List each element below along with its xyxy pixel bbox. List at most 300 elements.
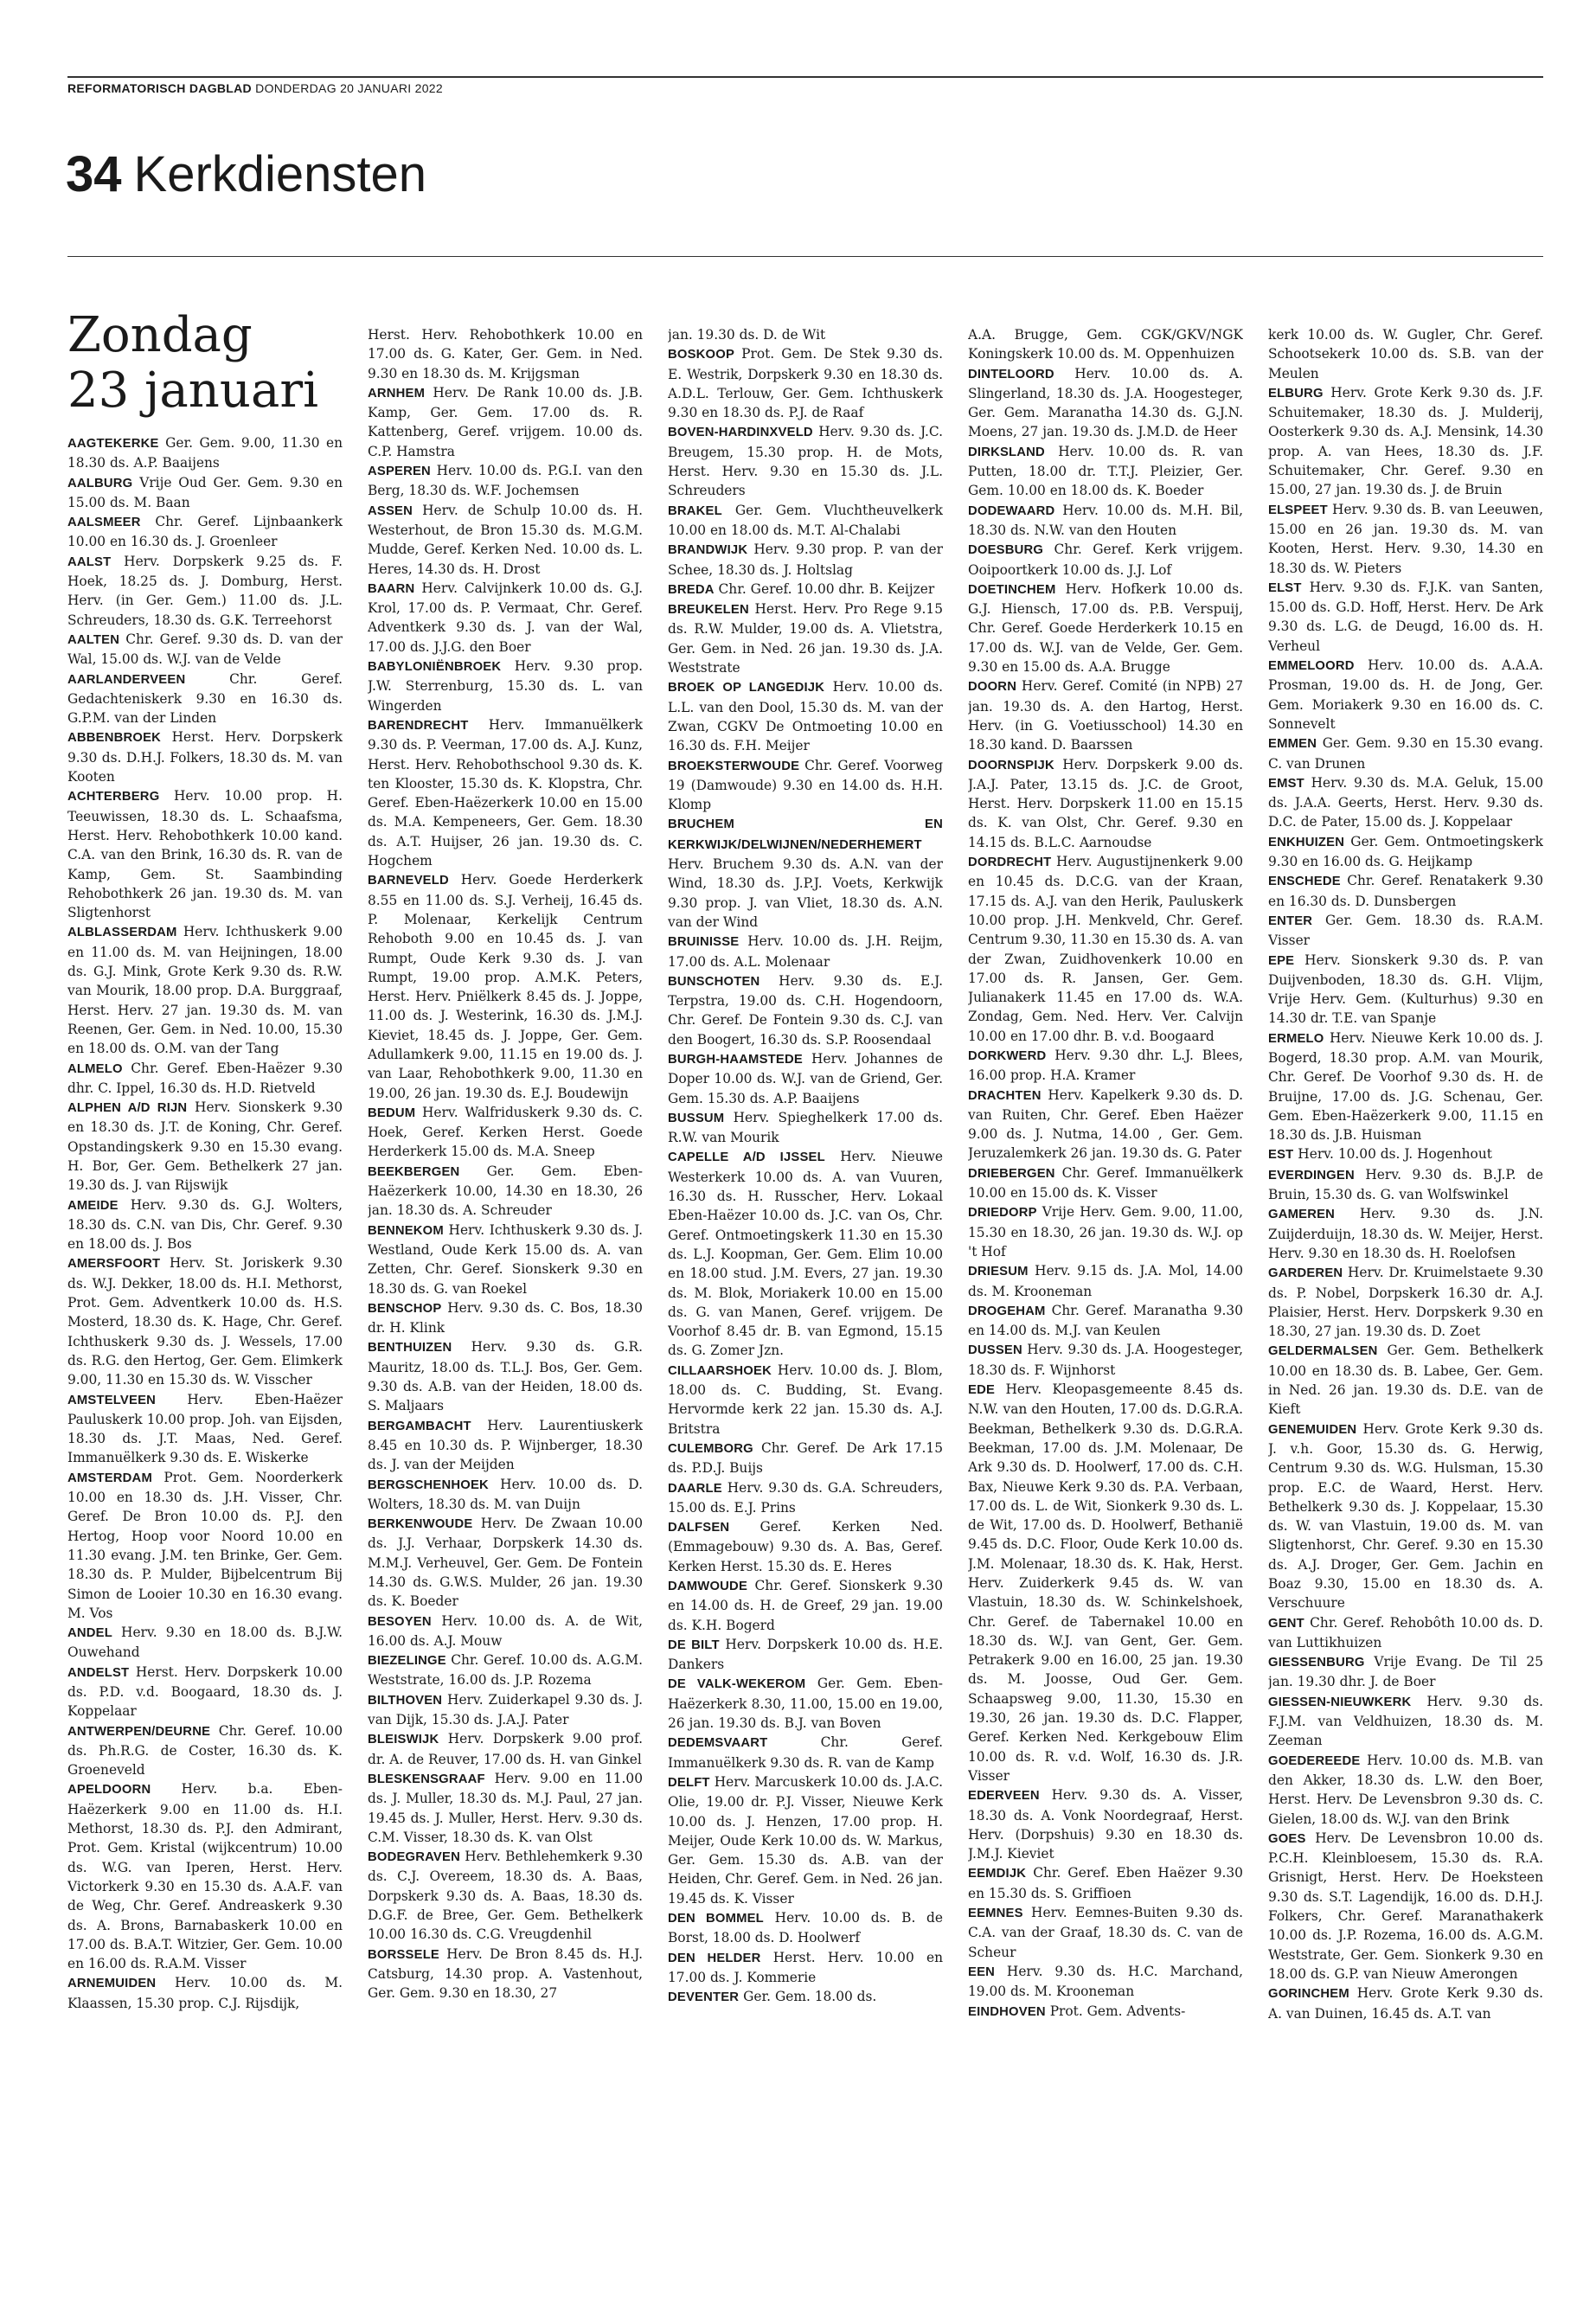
- service-details: Herv. 10.00 ds. D. Wolters, 18.30 ds. M. van Duijn: [368, 1476, 643, 1512]
- place-name: CULEMBORG: [668, 1441, 753, 1456]
- place-name: DALFSEN: [668, 1521, 730, 1535]
- service-details: A.A. Brugge, Gem. CGK/GKV/NGK Koningskerk 10.00 ds. M. Oppenhuizen: [968, 327, 1243, 362]
- place-name: BUSSUM: [668, 1111, 725, 1125]
- church-service-entry: [668, 1908, 943, 1948]
- service-details: Herv. Kleopasgemeente 8.45 ds. N.W. van den Houten, 17.00 ds. D.G.R.A. Beekman, Bethelkerk 9.30 ds. D.G.R.A. Beekman, 17.00 ds. J.M. Molenaar, De Ark 9.30 ds. D. Hoolwerf, 17.00 ds. C.H. Bax, Nieuwe Kerk 9.30 ds. P.A. Verbaan, 17.00 ds. L. de Wit, Sionkerk 9.30 ds. L. de Wit, 17.00 ds. D. Hoolwerf, Bethanië 9.45 ds. D.C. Floor, Oude Kerk 10.00 ds. J.M. Molenaar, 18.30 ds. K. Hak, Herst. Herv. Zuiderkerk 9.45 ds. W. van Vlastuin, 18.30 ds. W. Schinkelshoek, Chr. Geref. de Tabernakel 10.00 en 18.30 ds. W.J. van Gent, Ger. Gem. Petrakerk 9.00 en 16.00, 25 jan. 19.30 ds. M. Joosse, Oud Ger. Gem. Schaapsweg 9.00, 11.30, 15.30 en 19.30, 26 jan. 19.30 ds. D.C. Flapper, Geref. Kerken Ned. Kerkgebouw Elim 10.00 ds. R. v.d. Wolf, 16.30 ds. J.R. Visser: [968, 1381, 1243, 1784]
- church-service-entry: [67, 473, 343, 513]
- place-name: BERGAMBACHT: [368, 1419, 471, 1433]
- place-name: ANTWERPEN/DEURNE: [67, 1724, 211, 1739]
- church-service-entry: [67, 1468, 343, 1623]
- place-name: BURGH-HAAMSTEDE: [668, 1052, 803, 1067]
- church-service-entry: [1268, 578, 1543, 656]
- place-name: BEDUM: [368, 1106, 416, 1120]
- service-details: Herv. 9.30 ds. E.J. Terpstra, 19.00 ds. C.H. Hogendoorn, Chr. Geref. De Fontein 9.30 ds. C.J. van den Boogert, 16.30 ds. S.P. Roosendaal: [668, 972, 943, 1048]
- church-service-entry: [968, 1785, 1243, 1863]
- place-name: AMSTELVEEN: [67, 1393, 157, 1407]
- place-name: ACHTERBERG: [67, 790, 160, 804]
- service-details: Herv. 9.30 ds. C. Bos, 18.30 dr. H. Klink: [368, 1299, 643, 1336]
- church-service-entry: [368, 383, 643, 461]
- service-details: Ger. Gem. Ontmoetingskerk 9.30 en 16.00 ds. G. Heijkamp: [1268, 833, 1543, 870]
- church-service-entry: [368, 1221, 643, 1298]
- place-name: DEN HELDER: [668, 1951, 761, 1965]
- service-details: Herst. Herv. 10.00 en 17.00 ds. J. Kommerie: [668, 1949, 943, 1985]
- service-details: Herv. 9.30 ds. B. van Leeuwen, 15.00 en 26 jan. 19.30 ds. M. van Kooten, Herst. Herv. 9.30, 14.30 en 18.30 ds. W. Pieters: [1268, 501, 1543, 576]
- church-service-entry: [368, 870, 643, 1103]
- service-details: Chr. Geref. Voorweg 19 (Damwoude) 9.30 en 14.00 ds. H.H. Klomp: [668, 757, 943, 813]
- church-service-entry: [668, 1147, 943, 1360]
- church-service-entry: [968, 1301, 1243, 1341]
- church-service-entry: [668, 1478, 943, 1518]
- church-service-entry: [67, 1059, 343, 1099]
- place-name: DOORN: [968, 680, 1017, 695]
- service-details: Herv. 10.00 ds. J. Blom, 18.00 ds. C. Budding, St. Evang. Hervormde kerk 22 jan. 15.30 ds. A.J. Britstra: [668, 1362, 943, 1437]
- church-service-entry: [668, 1772, 943, 1908]
- column-2: [368, 325, 643, 2277]
- service-details: Chr. Geref. Gedachteniskerk 9.30 en 16.30 ds. G.P.M. van der Linden: [67, 670, 343, 727]
- church-service-entry: [668, 1576, 943, 1635]
- service-details: Chr. Geref. Eben Haëzer 9.30 en 15.30 ds. S. Griffioen: [968, 1865, 1243, 1901]
- place-name: DROGEHAM: [968, 1304, 1046, 1318]
- service-details: Herv. Sionskerk 9.30 en 18.30 ds. J.T. de Koning, Chr. Geref. Opstandingskerk 9.30 en 15.30 evang. H. Bor, Ger. Gem. Bethelkerk 27 jan. 19.30 ds. J. van Rijswijk: [67, 1099, 343, 1194]
- place-name: EST: [1268, 1148, 1294, 1163]
- service-details: Herv. Eben-Haëzer Pauluskerk 10.00 prop. Joh. van Eijsden, 18.30 ds. J.T. Maas, Ned. Geref. Immanuëlkerk 9.30 ds. E. Wiskerke: [67, 1391, 343, 1466]
- place-name: BABYLONIËNBROEK: [368, 660, 502, 675]
- service-details: Herv. Sionskerk 9.30 ds. P. van Duijvenboden, 18.30 ds. G.H. Vlijm, Vrije Herv. Gem. (Kulturhus) 9.30 en 14.30 dr. T.E. van Spanje: [1268, 952, 1543, 1027]
- church-service-entry: [1268, 325, 1543, 383]
- service-details: Herv. Ichthuskerk 9.00 en 11.00 ds. M. van Heijningen, 18.00 ds. G.J. Mink, Grote Kerk 9.30 ds. R.W. van Mourik, 18.00 prop. D.A. Burggraaf, Herst. Herv. 27 jan. 19.30 ds. M. van Reenen, Ger. Gem. in Ned. 10.00, 15.30 en 18.00 ds. O.M. van der Tang: [67, 924, 343, 1057]
- church-service-entry: [1268, 1204, 1543, 1263]
- service-details: Herv. Johannes de Doper 10.00 ds. W.J. van de Griend, Ger. Gem. 15.30 ds. A.P. Baaijens: [668, 1050, 943, 1106]
- church-service-entry: [67, 1195, 343, 1254]
- service-details: Ger. Gem. 18.30 ds. R.A.M. Visser: [1268, 912, 1543, 949]
- service-details: Herv. 9.30 prop. P. van der Schee, 18.30 ds. J. Holtslag: [668, 542, 943, 578]
- place-name: ELSPEET: [1268, 503, 1328, 517]
- place-name: BEEKBERGEN: [368, 1164, 460, 1179]
- service-details: Herv. Kapelkerk 9.30 ds. D. van Ruiten, Chr. Geref. Eben Haëzer 9.00 ds. J. Nutma, 14.00 , Ger. Gem. Jeruzalemkerk 26 jan. 19.30 ds. G. Pater: [968, 1086, 1243, 1162]
- service-details: Herv. Grote Kerk 9.30 ds. J.F. Schuitemaker, 18.30 ds. J. Mulderij, Oosterkerk 9.30 ds. A.J. Mensink, 14.30 prop. A. van Hees, 18.30 ds. J.F. Schuitemaker, Chr. Geref. 9.30 en 15.00, 27 jan. 19.30 ds. J. de Bruin: [1268, 384, 1543, 498]
- service-details: Herv. 10.00 ds. J. Hogenhout: [1298, 1146, 1492, 1163]
- service-details: Herst. Herv. Rehobothkerk 10.00 en 17.00 ds. G. Kater, Ger. Gem. in Ned. 9.30 en 18.30 ds. M. Krijgsman: [368, 327, 643, 381]
- church-service-entry: [1268, 1029, 1543, 1145]
- service-details: Herv. Immanuëlkerk 9.30 ds. P. Veerman, 17.00 ds. A.J. Kunz, Herst. Herv. Rehobothschool 9.30 ds. K. ten Klooster, 15.30 ds. K. Klopstra, Chr. Geref. Eben-Haëzerkerk 10.00 en 15.00 ds. M.A. Kempeneers, Ger. Gem. 18.30 ds. A.T. Huijser, 26 jan. 19.30 ds. C. Hogchem: [368, 716, 643, 869]
- place-name: AALTEN: [67, 632, 120, 647]
- service-details: Herv. 9.30 ds. B.J.P. de Bruin, 15.30 ds. G. van Wolfswinkel: [1268, 1166, 1543, 1203]
- service-details: Herv. Hofkerk 10.00 ds. G.J. Hiensch, 17.00 ds. P.B. Verspuij, Chr. Geref. Goede Herderkerk 10.15 en 17.00 ds. W.J. van de Velde, Ger. Gem. 9.30 en 15.00 ds. A.A. Brugge: [968, 580, 1243, 676]
- church-service-entry: [368, 1416, 643, 1475]
- church-service-entry: [368, 325, 643, 383]
- service-details: Herv. 10.00 ds. L.L. van den Dool, 15.30 ds. M. van der Zwan, CGKV De Ontmoeting 10.00 en 16.30 ds. F.H. Meijer: [668, 679, 943, 754]
- service-details: Herv. 9.30 ds. M.A. Geluk, 15.00 ds. J.A.A. Geerts, Herst. Herv. 9.30 ds. D.C. de Pater, 15.00 ds. J. Koppelaar: [1268, 774, 1543, 830]
- place-name: AAGTEKERKE: [67, 437, 159, 451]
- service-details: Herv. Marcuskerk 10.00 ds. J.A.C. Olie, 19.00 dr. P.J. Visser, Nieuwe Kerk 10.00 ds. J. Henzen, 17.00 prop. H. Meijer, Oude Kerk 10.00 ds. W. Markus, Ger. Gem. 15.30 ds. A.B. van der Heiden, Chr. Geref. Gem. in Ned. 26 jan. 19.45 ds. K. Visser: [668, 1773, 943, 1907]
- place-name: BERKENWOUDE: [368, 1517, 473, 1532]
- service-details: Herst. Herv. Dorpskerk 9.30 ds. D.H.J. Folkers, 18.30 ds. M. van Kooten: [67, 729, 343, 785]
- service-details: Herv. Walfriduskerk 9.30 ds. C. Hoek, Geref. Kerken Herst. Goede Herderkerk 15.00 ds. M.A. Sneep: [368, 1104, 643, 1160]
- place-name: DRIEBERGEN: [968, 1166, 1055, 1181]
- church-service-entry: [1268, 1984, 1543, 2023]
- service-details: Herv. De Zwaan 10.00 ds. J.J. Verhaar, Dorpskerk 14.30 ds. M.M.J. Verheuvel, Ger. Gem. De Fontein 14.30 ds. G.W.S. Mulder, 26 jan. 19.30 ds. K. Boeder: [368, 1516, 643, 1610]
- place-name: BREUKELEN: [668, 603, 749, 618]
- place-name: EMMEN: [1268, 737, 1317, 752]
- service-details: Herv. De Levensbron 10.00 ds. P.C.H. Kleinbloesem, 15.30 ds. R.A. Grisnigt, Herst. Herv. De Hoeksteen 9.30 ds. S.T. Lagendijk, 16.00 ds. D.H.J. Folkers, Chr. Geref. Maranathakerk 10.00 ds. J.P. Rozema, 16.00 ds. A.G.M. Weststrate, Ger. Gem. Sionkerk 9.30 en 18.00 ds. G.P. van Nieuw Amerongen: [1268, 1830, 1543, 1982]
- service-details: Geref. Kerken Ned. (Emmagebouw) 9.30 ds. A. Bas, Geref. Kerken Herst. 15.30 ds. E. Heres: [668, 1519, 943, 1574]
- place-name: DORKWERD: [968, 1048, 1047, 1063]
- service-details: Herv. de Schulp 10.00 ds. H. Westerhout, de Bron 15.30 ds. M.G.M. Mudde, Geref. Kerken Ned. 10.00 ds. L. Heres, 14.30 ds. H. Drost: [368, 502, 643, 577]
- church-service-entry: [368, 657, 643, 715]
- place-name: BRAKEL: [668, 503, 722, 518]
- place-name: GENEMUIDEN: [1268, 1422, 1357, 1437]
- church-service-entry: [968, 1163, 1243, 1203]
- section-name: Kerkdiensten: [133, 146, 427, 202]
- service-details: Ger. Gem. Eben-Haëzerkerk 10.00, 14.30 en 18.30, 26 jan. 18.30 ds. A. Schreuder: [368, 1163, 643, 1219]
- church-service-entry: [67, 1098, 343, 1195]
- place-name: DORDRECHT: [968, 856, 1052, 870]
- place-name: GOEDEREEDE: [1268, 1753, 1361, 1768]
- service-details: Chr. Geref. Renatakerk 9.30 en 16.30 ds. D. Dunsbergen: [1268, 873, 1543, 909]
- page-title: [66, 145, 426, 203]
- church-service-entry: [1268, 500, 1543, 578]
- service-details: Ger. Gem. 9.00, 11.30 en 18.30 ds. A.P. Baaijens: [67, 435, 343, 471]
- place-name: DOESBURG: [968, 543, 1044, 558]
- service-details: Herv. 9.00 en 11.00 ds. J. Muller, 18.30 ds. M.J. Paul, 27 jan. 19.45 ds. J. Muller, Herst. Herv. 9.30 ds. C.M. Visser, 18.30 ds. K. van Olst: [368, 1770, 643, 1845]
- place-name: ARNHEM: [368, 386, 426, 401]
- church-service-entry: [368, 1514, 643, 1611]
- service-details: Herv. 9.30 ds. H.C. Marchand, 19.00 ds. M. Krooneman: [968, 1963, 1243, 2000]
- place-name: EVERDINGEN: [1268, 1168, 1355, 1183]
- church-service-entry: [668, 1987, 943, 2007]
- church-service-entry: [968, 676, 1243, 754]
- church-service-entry: [67, 1623, 343, 1663]
- service-details: Chr. Geref. Eben-Haëzer 9.30 dhr. C. Ippel, 16.30 ds. H.D. Rietveld: [67, 1060, 343, 1096]
- church-service-entry: [368, 579, 643, 657]
- church-service-entry: [968, 1086, 1243, 1163]
- church-service-entry: [368, 1103, 643, 1162]
- service-details: Herv. Ichthuskerk 9.30 ds. J. Westland, Oude Kerk 15.00 ds. A. van Zetten, Chr. Geref. Sionskerk 9.30 en 18.30 ds. G. van Roekel: [368, 1221, 643, 1297]
- service-details: Herv. 10.00 ds. M.B. van den Akker, 18.30 ds. L.W. den Boer, Herst. Herv. De Levensbron 9.30 ds. C. Gielen, 18.00 ds. W.J. van den Brink: [1268, 1752, 1543, 1827]
- service-details: Chr. Geref. De Ark 17.15 ds. P.D.J. Buijs: [668, 1439, 943, 1477]
- church-service-entry: [67, 1779, 343, 1973]
- church-service-entry: [67, 630, 343, 670]
- church-service-entry: [368, 1945, 643, 2003]
- service-details: Herv. 9.30 ds. J.A. Hoogesteger, 18.30 ds. F. Wijnhorst: [968, 1342, 1243, 1378]
- place-name: BENSCHOP: [368, 1301, 442, 1316]
- church-service-entry: [1268, 1751, 1543, 1829]
- church-service-entry: [368, 1690, 643, 1730]
- church-service-entry: [67, 786, 343, 922]
- church-service-entry: [368, 1475, 643, 1515]
- church-service-entry: [968, 1863, 1243, 1903]
- church-service-entry: [1268, 734, 1543, 773]
- service-details: Herv. 9.30 ds. F.J.M. van Veldhuizen, 18.30 ds. M. Zeeman: [1268, 1693, 1543, 1749]
- church-service-entry: [668, 325, 943, 344]
- place-name: GIESSEN-NIEUWKERK: [1268, 1695, 1412, 1709]
- church-service-entry: [968, 442, 1243, 501]
- service-details: Herv. Spieghelkerk 17.00 ds. R.W. van Mourik: [668, 1109, 943, 1146]
- place-name: ALMELO: [67, 1061, 123, 1076]
- service-details: Chr. Geref. Rehobôth 10.00 ds. D. van Luttikhuizen: [1268, 1614, 1543, 1650]
- service-listing: [67, 325, 1543, 2277]
- service-details: Herv. 9.30 en 18.00 ds. B.J.W. Ouwehand: [67, 1625, 343, 1661]
- place-name: AALST: [67, 554, 112, 569]
- church-service-entry: [668, 580, 943, 599]
- place-name: BARNEVELD: [368, 874, 449, 888]
- church-service-entry: [668, 756, 943, 815]
- place-name: ASSEN: [368, 503, 413, 518]
- service-details: Herv. 9.30 ds. G.A. Schreuders, 15.00 ds. E.J. Prins: [668, 1479, 943, 1516]
- service-details: Herv. Laurentiuskerk 8.45 en 10.30 ds. P. Wijnberger, 18.30 ds. J. van der Meijden: [368, 1417, 643, 1473]
- place-name: EPE: [1268, 953, 1295, 968]
- column-3: [668, 325, 943, 2277]
- service-details: Herv. b.a. Eben-Haëzerkerk 9.00 en 11.00 ds. H.I. Methorst, 18.30 ds. P.J. den Admirant, Prot. Gem. Kristal (wijkcentrum) 10.00 ds. W.G. van Iperen, Herst. Herv. Victorkerk 9.30 en 15.30 ds. A.A.F. van de Weg, Chr. Geref. Andreaskerk 9.30 ds. A. Brons, Barnabaskerk 10.00 en 17.00 ds. B.A.T. Witzier, Ger. Gem. 10.00 en 16.00 ds. R.A.M. Visser: [67, 1781, 343, 1972]
- place-name: ANDELST: [67, 1665, 130, 1680]
- church-service-entry: [968, 1903, 1243, 1962]
- service-details: Chr. Geref. Immanuëlkerk 10.00 en 15.00 ds. K. Visser: [968, 1164, 1243, 1202]
- place-name: AMSTERDAM: [67, 1471, 152, 1485]
- service-details: Herv. 10.00 ds. M. Klaassen, 15.30 prop. C.J. Rijsdijk,: [67, 1975, 343, 2011]
- place-name: DAARLE: [668, 1481, 722, 1496]
- place-name: BLEISWIJK: [368, 1733, 439, 1747]
- place-name: BILTHOVEN: [368, 1693, 443, 1708]
- place-name: DE BILT: [668, 1638, 720, 1652]
- church-service-entry: [668, 1674, 943, 1733]
- service-details: Herv. 10.00 ds. R. van Putten, 18.00 dr. T.T.J. Pleizier, Ger. Gem. 10.00 en 18.00 ds. K. Boeder: [968, 443, 1243, 499]
- church-service-entry: [968, 755, 1243, 852]
- church-service-entry: [368, 461, 643, 501]
- church-service-entry: [67, 1253, 343, 1389]
- church-service-entry: [67, 1973, 343, 2013]
- church-service-entry: [668, 971, 943, 1049]
- place-name: DE VALK-WEKEROM: [668, 1677, 806, 1692]
- church-service-entry: [1268, 1652, 1543, 1692]
- church-service-entry: [1268, 1420, 1543, 1613]
- church-service-entry: [968, 1046, 1243, 1086]
- church-service-entry: [368, 1769, 643, 1847]
- place-name: BENNEKOM: [368, 1223, 444, 1238]
- place-name: DAMWOUDE: [668, 1580, 748, 1593]
- place-name: DOORNSPIJK: [968, 758, 1054, 772]
- service-details: Chr. Geref. 10.00 dhr. B. Keijzer: [718, 580, 935, 597]
- church-service-entry: [668, 677, 943, 755]
- church-service-entry: [368, 1612, 643, 1651]
- service-details: Herv. De Rank 10.00 ds. J.B. Kamp, Ger. Gem. 17.00 ds. R. Kattenberg, Geref. vrijgem. 10.00 ds. C.P. Hamstra: [368, 384, 643, 459]
- masthead: [67, 81, 443, 95]
- church-service-entry: [968, 325, 1243, 364]
- service-details: Vrije Herv. Gem. 9.00, 11.00, 15.30 en 18.30, 26 jan. 19.30 ds. W.J. op 't Hof: [968, 1204, 1243, 1259]
- place-name: ELBURG: [1268, 386, 1324, 401]
- column-1: [67, 433, 343, 2277]
- church-service-entry: [1268, 951, 1543, 1029]
- place-name: ERMELO: [1268, 1031, 1324, 1046]
- church-service-entry: [368, 1337, 643, 1415]
- church-service-entry: [67, 552, 343, 630]
- church-service-entry: [368, 715, 643, 870]
- place-name: BENTHUIZEN: [368, 1341, 452, 1356]
- church-service-entry: [1268, 1341, 1543, 1419]
- service-details: Ger. Gem. Eben-Haëzerkerk 8.30, 11.00, 15.00 en 19.00, 26 jan. 19.30 ds. B.J. van Boven: [668, 1676, 943, 1732]
- service-details: Chr. Geref. Immanuëlkerk 9.30 ds. R. van de Kamp: [668, 1734, 943, 1771]
- place-name: EEMDIJK: [968, 1867, 1027, 1881]
- section-rule: [67, 256, 1543, 257]
- church-service-entry: [67, 1390, 343, 1468]
- service-details: Herv. 10.00 ds. A. de Wit, 16.00 ds. A.J. Mouw: [368, 1612, 643, 1649]
- place-name: EMMELOORD: [1268, 659, 1355, 674]
- service-details: Herv. Dorpskerk 9.00 ds. J.A.J. Pater, 13.15 ds. J.C. de Groot, Herst. Herv. Dorpskerk 11.00 en 15.15 ds. K. van Olst, Chr. Geref. 9.30 en 14.15 ds. B.L.C. Aarnoudse: [968, 756, 1243, 850]
- church-service-entry: [67, 1721, 343, 1780]
- place-name: BOSKOOP: [668, 348, 735, 362]
- church-service-entry: [968, 1202, 1243, 1261]
- place-name: BROEKSTERWOUDE: [668, 759, 800, 773]
- service-details: Prot. Gem. Noorderkerk 10.00 en 18.30 ds. J.H. Visser, Chr. Geref. De Bron 10.00 ds. P.J. den Hertog, Hoop voor Noord 10.00 en 11.30 evang. J.M. ten Brinke, Ger. Gem. 18.30 ds. P. Mulder, Bijbelcentrum Bij Simon de Looier 10.30 en 16.30 evang. M. Vos: [67, 1469, 343, 1621]
- church-service-entry: [668, 1948, 943, 1988]
- place-name: DEN BOMMEL: [668, 1912, 764, 1926]
- church-service-entry: [968, 1962, 1243, 2002]
- church-service-entry: [67, 670, 343, 728]
- church-service-entry: [668, 932, 943, 971]
- church-service-entry: [1268, 1692, 1543, 1751]
- service-details: Herv. 10.00 ds. A. Slingerland, 18.30 ds. J.A. Hoogesteger, Ger. Gem. Maranatha 14.30 ds. G.J.N. Moens, 27 jan. 19.30 ds. J.M.D. de Heer: [968, 365, 1243, 440]
- place-name: BODEGRAVEN: [368, 1850, 460, 1865]
- service-details: Chr. Geref. 10.00 ds. A.G.M. Weststrate, 16.00 ds. J.P. Rozema: [368, 1652, 643, 1689]
- place-name: DEVENTER: [668, 1990, 740, 2005]
- church-service-entry: [1268, 1829, 1543, 1984]
- church-service-entry: [668, 501, 943, 541]
- service-details: Herv. 9.30 prop. J.W. Sterrenburg, 15.30 ds. L. van Wingerden: [368, 658, 643, 714]
- church-service-entry: [968, 1340, 1243, 1380]
- service-details: Herv. Dorpskerk 10.00 ds. H.E. Dankers: [668, 1636, 943, 1673]
- church-service-entry: [668, 540, 943, 580]
- service-details: Herv. Bruchem 9.30 ds. A.N. van der Wind, 18.30 ds. J.P.J. Voets, Kerkwijk 9.30 prop. J. van Vliet, 18.30 ds. A.N. van der Wind: [668, 856, 943, 930]
- church-service-entry: [1268, 1165, 1543, 1205]
- place-name: AALSMEER: [67, 516, 141, 530]
- service-details: Herst. Herv. Dorpskerk 10.00 ds. P.D. v.d. Boogaard, 18.30 ds. J. Koppelaar: [67, 1663, 343, 1720]
- place-name: EEMNES: [968, 1907, 1023, 1921]
- service-details: Herv. Nieuwe Westerkerk 10.00 ds. A. van Vuuren, 16.30 ds. H. Russcher, Herv. Lokaal Eben-Haëzer 10.00 ds. J.C. van Os, Chr. Geref. Ontmoetingskerk 11.30 en 15.30 ds. L.J. Koopman, Ger. Gem. Elim 10.00 en 18.00 stud. J.M. Evers, 27 jan. 19.30 ds. M. Blok, Moriakerk 10.00 en 15.00 ds. G. van Manen, Geref. vrijgem. De Voorhof 8.45 dr. B. van Egmond, 15.15 ds. G. Zomer Jzn.: [668, 1149, 943, 1359]
- church-service-entry: [67, 433, 343, 473]
- church-service-entry: [968, 580, 1243, 676]
- place-name: CAPELLE A/D IJSSEL: [668, 1150, 825, 1165]
- place-name: BROEK OP LANGEDIJK: [668, 681, 825, 695]
- church-service-entry: [968, 1261, 1243, 1301]
- service-details: Herv. 10.00 ds. J.H. Reijm, 17.00 ds. A.L. Molenaar: [668, 933, 943, 970]
- page-number: 34: [66, 146, 122, 202]
- church-service-entry: [1268, 1144, 1543, 1164]
- place-name: APELDOORN: [67, 1783, 151, 1798]
- place-name: ASPEREN: [368, 465, 431, 479]
- place-name: DUSSEN: [968, 1343, 1022, 1358]
- service-details: Herst. Herv. Pro Rege 9.15 ds. R.W. Mulder, 19.00 ds. A. Vlietstra, Ger. Gem. in Ned. 26 jan. 19.30 ds. J.A. Weststrate: [668, 601, 943, 676]
- place-name: EINDHOVEN: [968, 2004, 1046, 2019]
- church-service-entry: [668, 1439, 943, 1478]
- church-service-entry: [368, 1162, 643, 1221]
- service-details: Herv. Dorpskerk 9.00 prof. dr. A. de Reuver, 17.00 ds. H. van Ginkel: [368, 1731, 643, 1767]
- service-details: kerk 10.00 ds. W. Gugler, Chr. Geref. Schootsekerk 10.00 ds. S.B. van der Meulen: [1268, 327, 1543, 381]
- service-details: Herv. 10.00 ds. M.H. Bil, 18.30 ds. N.W. van den Houten: [968, 502, 1243, 538]
- day-date: 23 januari: [67, 362, 319, 419]
- service-details: Chr. Geref. Lijnbaankerk 10.00 en 16.30 ds. J. Groenleer: [67, 514, 343, 550]
- church-service-entry: [1268, 656, 1543, 734]
- service-details: Vrije Evang. De Til 25 jan. 19.30 dhr. J. de Boer: [1268, 1654, 1543, 1690]
- place-name: BUNSCHOTEN: [668, 974, 760, 989]
- service-details: Herv. Goede Herderkerk 8.55 en 11.00 ds. S.J. Verheij, 16.45 ds. P. Molenaar, Kerkelijk Centrum Rehoboth 9.00 en 10.45 ds. J. van Rumpt, Oude Kerk 9.30 ds. J. van Rumpt, 19.00 prop. A.M.K. Peters, Herst. Herv. Pniëlkerk 8.45 ds. J. Joppe, 11.00 ds. J. Westerink, 16.30 ds. J.M.J. Kieviet, 18.45 ds. J. Joppe, Ger. Gem. Adullamkerk 9.00, 11.15 en 19.00 ds. J. van Laar, Rehobothkerk 9.00, 11.30 en 19.00, 26 jan. 19.30 ds. E.J. Boudewijn: [368, 872, 643, 1101]
- service-details: Herv. 10.00 ds. P.G.I. van den Berg, 18.30 ds. W.F. Jochemsen: [368, 463, 643, 499]
- column-5: [1268, 325, 1543, 2277]
- place-name: EMST: [1268, 776, 1304, 791]
- place-name: GORINCHEM: [1268, 1987, 1349, 2002]
- place-name: BIEZELINGE: [368, 1654, 446, 1669]
- place-name: DRIESUM: [968, 1265, 1029, 1279]
- service-details: Herv. Augustijnenkerk 9.00 en 10.45 ds. D.C.G. van der Kraan, 17.15 ds. A.J. van den Herik, Pauluskerk 10.00 prop. J.H. Menkveld, Chr. Geref. Centrum 9.30, 11.30 en 15.30 ds. A. van der Zwan, Zuidhovenkerk 10.00 en 17.00 ds. R. Jansen, Ger. Gem. Julianakerk 11.45 en 17.00 ds. W.A. Zondag, Gem. Ned. Herv. Ver. Calvijn 10.00 en 17.00 dhr. B. v.d. Boogaard: [968, 854, 1243, 1044]
- church-service-entry: [668, 1361, 943, 1439]
- service-details: Herv. 9.30 dhr. L.J. Blees, 16.00 prop. H.A. Kramer: [968, 1047, 1243, 1084]
- church-service-entry: [1268, 832, 1543, 872]
- place-name: GOES: [1268, 1831, 1306, 1846]
- place-name: BAARN: [368, 581, 415, 596]
- place-name: BOVEN-HARDINXVELD: [668, 426, 813, 440]
- church-service-entry: [668, 1733, 943, 1772]
- service-details: Herv. Grote Kerk 9.30 ds. A. van Duinen, 16.45 ds. A.T. van: [1268, 1985, 1543, 2022]
- place-name: ELST: [1268, 580, 1302, 595]
- service-details: Herv. 10.00 ds. A.A.A. Prosman, 19.00 ds. H. de Jong, Ger. Gem. Moriakerk 9.30 en 16.00 ds. C. Sonnevelt: [1268, 657, 1543, 732]
- church-service-entry: [368, 1650, 643, 1690]
- place-name: BRUCHEM EN KERKWIJK/DELWIJNEN/NEDERHEMERT: [668, 817, 943, 852]
- place-name: DEDEMSVAART: [668, 1736, 768, 1751]
- church-service-entry: [368, 1298, 643, 1338]
- service-details: Herv. 9.30 ds. J.N. Zuijderduijn, 18.30 ds. W. Meijer, Herst. Herv. 9.30 en 18.30 ds. H. Roelofsen: [1268, 1206, 1543, 1261]
- church-service-entry: [1268, 871, 1543, 911]
- place-name: DODEWAARD: [968, 503, 1055, 518]
- column-4: [968, 325, 1243, 2277]
- service-details: Herv. Geref. Comité (in NPB) 27 jan. 19.30 ds. A. den Hartog, Herst. Herv. (in G. Voetiusschool) 14.30 en 18.30 kand. D. Baarssen: [968, 678, 1243, 753]
- service-details: Herv. Calvijnkerk 10.00 ds. G.J. Krol, 17.00 ds. P. Vermaat, Chr. Geref. Adventkerk 9.30 ds. J. van der Wal, 17.00 ds. J.J.G. den Boer: [368, 580, 643, 655]
- service-details: Chr. Geref. Kerk vrijgem. Ooipoortkerk 10.00 ds. J.J. Lof: [968, 542, 1243, 578]
- service-details: Herv. 10.00 ds. B. de Borst, 18.00 ds. D. Hoolwerf: [668, 1910, 943, 1946]
- place-name: CILLAARSHOEK: [668, 1363, 772, 1378]
- place-name: DRACHTEN: [968, 1088, 1042, 1103]
- place-name: EDERVEEN: [968, 1789, 1040, 1804]
- church-service-entry: [1268, 1613, 1543, 1653]
- service-details: Herv. Nieuwe Kerk 10.00 ds. J. Bogerd, 18.30 prop. A.M. van Mourik, Chr. Geref. De Voorhof 9.30 ds. H. de Bruijne, 17.00 ds. J.G. Schenau, Ger. Gem. Eben-Haëzerkerk 9.00, 11.15 en 18.30 ds. J.B. Huisman: [1268, 1029, 1543, 1144]
- church-service-entry: [368, 1729, 643, 1769]
- service-details: Herv. 10.00 prop. H. Teeuwissen, 18.30 ds. L. Schaafsma, Herst. Herv. Rehobothkerk 10.00 kand. C.A. van den Brink, 16.30 ds. R. van de Kamp, Gem. St. Saambinding Rehobothkerk 26 jan. 19.30 ds. M. van Sligtenhorst: [67, 788, 343, 921]
- service-details: Herv. Zuiderkapel 9.30 ds. J. van Dijk, 15.30 ds. J.A.J. Pater: [368, 1691, 643, 1728]
- place-name: BREDA: [668, 582, 715, 597]
- place-name: ARNEMUIDEN: [67, 1977, 157, 1991]
- service-details: Herv. 9.30 ds. A. Visser, 18.30 ds. A. Vonk Noordegraaf, Herst. Herv. (Dorpshuis) 9.30 en 18.30 ds. J.M.J. Kieviet: [968, 1787, 1243, 1862]
- church-service-entry: [1268, 1263, 1543, 1341]
- church-service-entry: [668, 1108, 943, 1148]
- service-details: Herv. Dr. Kruimelstaete 9.30 ds. P. Nobel, Dorpskerk 16.30 dr. A.J. Plaisier, Herst. Herv. Dorpskerk 9.30 en 18.30, 27 jan. 19.30 ds. D. Zoet: [1268, 1265, 1543, 1340]
- place-name: BRANDWIJK: [668, 543, 748, 558]
- place-name: AMERSFOORT: [67, 1257, 161, 1272]
- service-details: Herv. St. Joriskerk 9.30 ds. W.J. Dekker, 18.00 ds. H.I. Methorst, Prot. Gem. Adventkerk 10.00 ds. H.S. Mosterd, 18.30 ds. K. Hage, Chr. Geref. Ichthuskerk 9.30 ds. J. Wessels, 17.00 ds. R.G. den Hertog, Ger. Gem. Elimkerk 9.00, 11.30 en 15.30 ds. W. Visscher: [67, 1255, 343, 1388]
- service-details: Chr. Geref. Maranatha 9.30 en 14.00 ds. M.J. van Keulen: [968, 1302, 1243, 1339]
- service-details: jan. 19.30 ds. D. de Wit: [668, 327, 826, 343]
- service-details: Chr. Geref. 9.30 ds. D. van der Wal, 15.00 ds. W.J. van de Velde: [67, 631, 343, 668]
- church-service-entry: [67, 922, 343, 1058]
- place-name: GELDERMALSEN: [1268, 1344, 1378, 1359]
- place-name: ENKHUIZEN: [1268, 835, 1345, 849]
- place-name: ENTER: [1268, 913, 1313, 928]
- place-name: DELFT: [668, 1775, 710, 1790]
- service-details: Herv. De Bron 8.45 ds. H.J. Catsburg, 14.30 prop. A. Vastenhout, Ger. Gem. 9.30 en 18.30, 27: [368, 1945, 643, 2002]
- church-service-entry: [368, 1847, 643, 1944]
- day-name: Zondag: [67, 307, 253, 363]
- place-name: ANDEL: [67, 1626, 112, 1641]
- place-name: AALBURG: [67, 476, 133, 490]
- church-service-entry: [67, 727, 343, 786]
- issue-date: DONDERDAG 20 JANUARI 2022: [255, 81, 443, 95]
- church-service-entry: [67, 512, 343, 552]
